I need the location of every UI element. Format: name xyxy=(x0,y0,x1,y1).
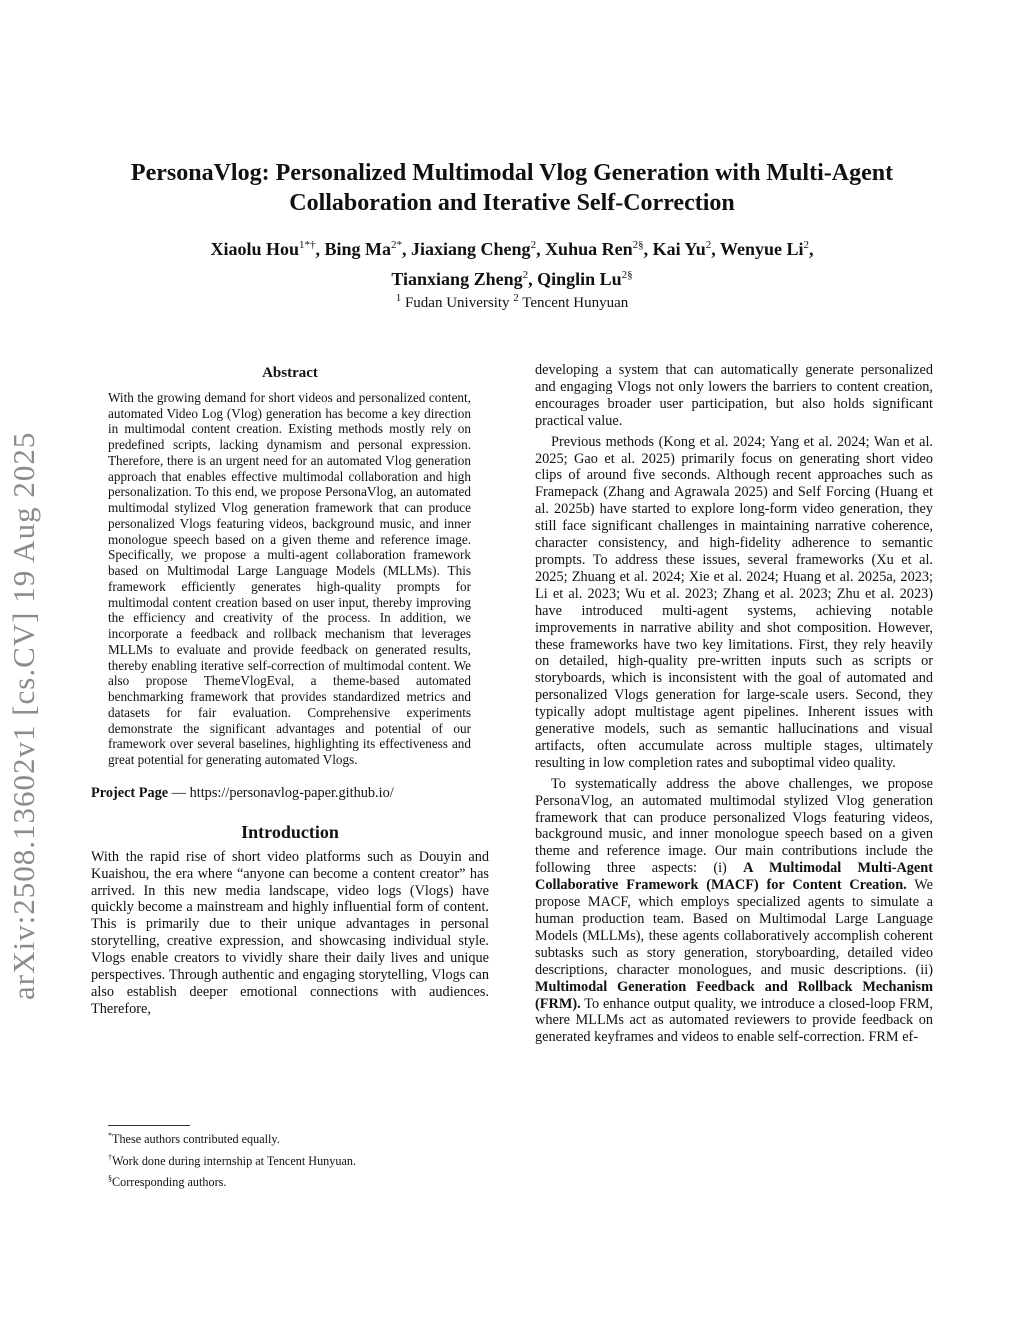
footnote xyxy=(108,1149,488,1171)
author-name: Jiaxiang Cheng xyxy=(411,239,531,259)
contrib-frm-title: Multimodal Generation Feedback and Rollback Mechanism (FRM). xyxy=(535,978,933,1012)
paper-title xyxy=(90,158,934,218)
author-separator: , xyxy=(536,239,546,259)
footnote-text: Corresponding authors. xyxy=(112,1175,227,1190)
author-affil-mark: 1*† xyxy=(299,239,316,251)
project-page-link[interactable]: https://personavlog-paper.github.io/ xyxy=(189,784,394,801)
project-page-line xyxy=(91,785,489,802)
author-name: Wenyue Li xyxy=(719,239,804,259)
body-paragraph: developing a system that can automatically generate personalized and engaging Vlogs not only lowers the barriers to content creation, encourages broader user participation, but also holds significant practical value. xyxy=(535,362,933,429)
introduction-heading: Introduction xyxy=(241,821,339,842)
footnote-rule xyxy=(108,1125,190,1126)
author-name: Xuhua Ren xyxy=(545,239,633,259)
author-name: Tianxiang Zheng xyxy=(391,269,523,289)
author-name: Bing Ma xyxy=(324,239,392,259)
author-affil-mark: 2 xyxy=(522,269,529,281)
title-line-1: PersonaVlog: Personalized Multimodal Vlog Generation with Multi-Agent xyxy=(130,160,894,186)
author-name: Qinglin Lu xyxy=(537,269,622,289)
contrib-macf-title: A Multimodal Multi-Agent Collaborative Framework (MACF) for Content Creation. xyxy=(535,860,933,894)
footnote xyxy=(108,1127,488,1149)
contributions-paragraph xyxy=(535,776,933,1047)
footnote-text: These authors contributed equally. xyxy=(112,1132,280,1147)
title-line-2: Collaboration and Iterative Self-Correction xyxy=(289,190,735,216)
project-page-label: Project Page xyxy=(91,784,169,801)
footnote-mark: * xyxy=(108,1131,112,1140)
author-separator: , xyxy=(643,239,653,259)
footnote xyxy=(108,1170,488,1192)
affil-mark: 1 xyxy=(395,292,402,304)
right-column xyxy=(535,362,933,1046)
project-page-dash: — xyxy=(168,784,190,801)
author-name: Kai Yu xyxy=(652,239,706,259)
footnote-mark: † xyxy=(108,1152,112,1162)
author-separator: , xyxy=(711,239,720,259)
author-affil-mark: 2§ xyxy=(621,269,633,281)
affiliations xyxy=(90,288,934,313)
intro-paragraph: With the rapid rise of short video platforms such as Douyin and Kuaishou, the era where “anyone can become a content creator” has arrived. In this new media landscape, video logs (Vlogs) have quickly become a mainstream and highly influential form of content. This is primarily due to their unique advantages in personal storytelling, creative expression, and showcasing individual style. Vlogs enable creators to vividly share their daily lives and unique perspectives. Through authentic and engaging storytelling, Vlogs can also establish deeper emotional connections with audiences. Therefore, xyxy=(91,848,489,1017)
author-separator: , xyxy=(402,239,412,259)
body-paragraph: Previous methods (Kong et al. 2024; Yang et al. 2024; Wan et al. 2025; Gao et al. 2025) primarily focus on generating short video clips of around five seconds. Although recent approaches such as Framepack (Zhang and Agrawala 2025) and Self Forcing (Huang et al. 2025b) have started to explore long-form video generation, they still face significant challenges in maintaining narrative coherence, character consistency, and high-fidelity adherence to semantic prompts. To address these issues, several frameworks (Xu et al. 2025; Zhuang et al. 2024; Xie et al. 2024; Huang et al. 2025a, 2023; Li et al. 2023; Wu et al. 2023; Zhang et al. 2023; Zhu et al. 2023) have introduced multi-agent systems, achieving notable improvements in narrative ability and shot composition. However, these frameworks have two key limitations. First, they rely heavily on detailed, high-quality pre-written inputs such as scripts or storyboards, which is inconsistent with the goal of automated and personalized Vlogs generation for large-scale users. Second, they typically adopt multistage agent pipelines. Inherent issues with generative models, such as semantic hallucinations and visual artifacts, often accumulate across multiple stages, ultimately resulting in low completion rates and suboptimal video quality. xyxy=(535,433,933,771)
footnote-mark: § xyxy=(108,1174,112,1184)
author-affil-mark: 2* xyxy=(391,239,403,251)
abstract-body: With the growing demand for short videos and personalized content, automated Video Log (Vlog) generation has become a key direction in multimodal content creation. Existing methods mostly rely on predefined scripts, lacking dynamism and personal expression. Therefore, there is an urgent need for an automated Vlog generation approach that enables effective multimodal collaboration and high personalization. To this end, we propose PersonaVlog, an automated multimodal stylized Vlog generation framework that can produce personalized Vlogs featuring videos, background music, and inner monologue speech based on a given theme and reference image. Specifically, we propose a multi-agent collaboration framework based on Multimodal Large Language Models (MLLMs). This framework efficiently generates high-quality prompts for multimodal content creation based on user input, thereby improving the efficiency and creativity of the process. In addition, we incorporate a feedback and rollback mechanism that leverages MLLMs to evaluate and provide feedback on generated results, thereby enabling iterative self-correction of multimodal content. We also propose ThemeVlogEval, a theme-based automated benchmarking framework that provides standardized metrics and datasets for fair evaluation. Comprehensive experiments demonstrate the significant advantages and potential of our framework over several baselines, highlighting its effectiveness and great potential for generating automated Vlogs. xyxy=(108,389,471,768)
affil-name: Fudan University xyxy=(404,295,510,311)
author-affil-mark: 2§ xyxy=(632,239,644,251)
left-column xyxy=(91,365,489,1018)
affil-mark: 2 xyxy=(513,292,519,304)
footnote-text: Work done during internship at Tencent Hunyuan. xyxy=(112,1153,357,1168)
author-separator: , xyxy=(315,239,325,259)
author-affil-mark: 2 xyxy=(803,239,809,251)
footnotes xyxy=(108,1127,488,1192)
affil-name: Tencent Hunyuan xyxy=(522,295,629,311)
contrib-text: To enhance output quality, we introduce a closed-loop FRM, where MLLMs act as automated reviewers to provide feedback on generated keyframes and videos to enable self-correction. FRM ef- xyxy=(535,995,933,1046)
author-list xyxy=(90,232,934,292)
contrib-text: We propose MACF, which employs specialized agents to simulate a human production team. Based on Multimodal Large Language Models (MLLMs), these agents collaboratively accomplish coherent subtasks such as story generation, storyboarding, detailed video descriptions, character monologues, and music descriptions. (ii) xyxy=(535,877,933,978)
author-separator: , xyxy=(528,269,538,289)
author-line-1 xyxy=(90,232,934,262)
arxiv-identifier: arXiv:2508.13602v1 [cs.CV] 19 Aug 2025 xyxy=(6,431,41,1000)
author-name: Xiaolu Hou xyxy=(210,239,300,259)
arxiv-sidebar-stamp xyxy=(6,431,86,1040)
author-separator: , xyxy=(809,239,814,259)
author-affil-mark: 2 xyxy=(705,239,712,251)
abstract-heading: Abstract xyxy=(262,365,318,381)
author-affil-mark: 2 xyxy=(530,239,537,251)
contrib-text: To systematically address the above challenges, we propose PersonaVlog, an automated multimodal stylized Vlog generation framework that can produce personalized Vlogs featuring videos, background music, and inner monologue speech based on a given theme and reference image. Our main contributions include the following three aspects: (i) xyxy=(535,775,933,877)
